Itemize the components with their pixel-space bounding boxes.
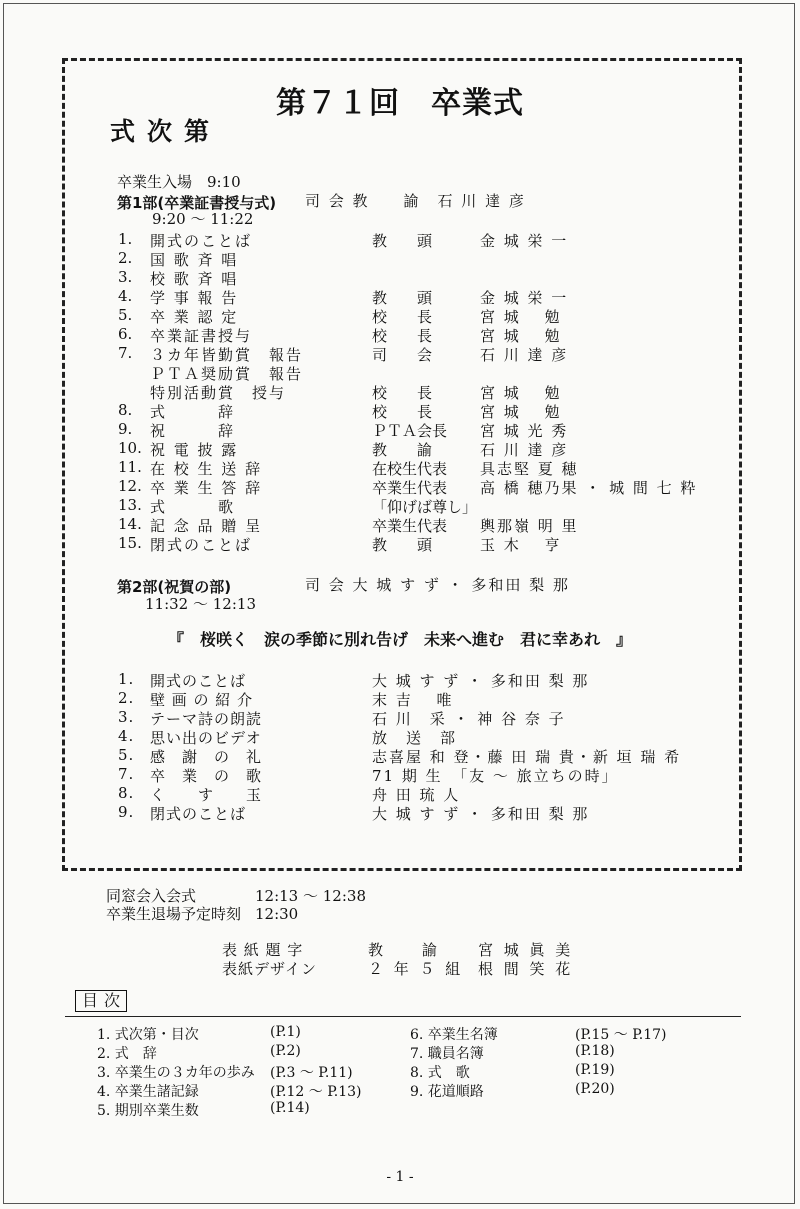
item-person: 金 城 栄 一 (480, 289, 569, 307)
item-role: 教 頭 (372, 289, 433, 307)
part1-item (0, 477, 800, 496)
item-name: 開式のことば (150, 672, 247, 690)
item-number: 5. (118, 746, 135, 764)
item-person: 宮 城 勉 (480, 327, 562, 345)
item-number: 13. (118, 496, 142, 514)
item-name: 卒 業 の 歌 (150, 767, 263, 785)
item-name: 感 謝 の 礼 (150, 748, 263, 766)
item-role: 校 長 (372, 308, 433, 326)
item-name: 式 歌 (150, 498, 236, 516)
item-name: 祝 電 披 露 (150, 441, 239, 459)
part1-item (0, 249, 800, 268)
toc-entry-page: (P.15 ～ P.17) (575, 1027, 667, 1043)
item-role: 卒業生代表 (372, 517, 448, 535)
toc-entry (410, 1081, 730, 1099)
item-number: 11. (118, 458, 142, 476)
item-number: 12. (118, 477, 142, 495)
item-person: 玉 木 亨 (480, 536, 562, 554)
toc-entry (97, 1024, 417, 1042)
item-person: 宮 城 勉 (480, 384, 562, 402)
item-name: 記 念 品 贈 呈 (150, 517, 263, 535)
part1-item (0, 496, 800, 515)
item-person: 末 吉 唯 (372, 691, 454, 709)
item-number: 14. (118, 515, 142, 533)
credit-title-label: 表 紙 題 字 (222, 941, 304, 959)
item-number: 3. (118, 708, 135, 726)
item-name: 学 事 報 告 (150, 289, 239, 307)
item-person: 輿那嶺 明 里 (480, 517, 579, 535)
item-number: 5. (118, 306, 133, 324)
credit-title-role: 教 諭 (368, 941, 441, 959)
item-number: 1. (118, 230, 133, 248)
part1-item (0, 344, 800, 363)
toc-entry-label: 6. 卒業生名簿 (410, 1027, 498, 1043)
toc-entry-page: (P.1) (270, 1024, 301, 1040)
item-name: 卒業証書授与 (150, 327, 253, 345)
exit-label: 卒業生退場予定時刻 (106, 905, 242, 923)
part2-item (0, 784, 800, 803)
part1-item (0, 325, 800, 344)
item-role: 校 長 (372, 403, 433, 421)
item-role: 教 頭 (372, 536, 433, 554)
item-number: 4. (118, 287, 133, 305)
part1-time: 9:20 ～ 11:22 (152, 210, 254, 228)
alumni-ceremony-time: 12:13 ～ 12:38 (255, 887, 366, 905)
item-number: 7. (118, 765, 135, 783)
part1-item (0, 458, 800, 477)
part1-item (0, 515, 800, 534)
item-person: 具志堅 夏 穂 (480, 460, 579, 478)
part2-host: 司 会 大 城 す ず ・ 多和田 梨 那 (305, 576, 570, 594)
toc-entry-label: 5. 期別卒業生数 (97, 1103, 199, 1119)
item-number: 8. (118, 784, 135, 802)
item-number: 2. (118, 249, 133, 267)
item-name: 卒 業 認 定 (150, 308, 239, 326)
part2-time: 11:32 ～ 12:13 (145, 595, 256, 613)
toc-entry-label: 8. 式 歌 (410, 1065, 470, 1081)
toc-entry-label: 1. 式次第・目次 (97, 1027, 199, 1043)
item-person: 石 川 達 彦 (480, 441, 569, 459)
toc-entry-label: 9. 花道順路 (410, 1084, 484, 1100)
item-role: 校 長 (372, 327, 433, 345)
part1-item (0, 534, 800, 553)
item-name: 思い出のビデオ (150, 729, 262, 747)
item-name: 特別活動賞 授与 (150, 384, 287, 402)
part1-item (0, 420, 800, 439)
part1-heading: 第1部(卒業証書授与式) (117, 194, 277, 212)
item-role: 在校生代表 (372, 460, 448, 478)
item-role: 教 頭 (372, 232, 433, 250)
credit-design-label: 表紙デザイン (222, 960, 317, 978)
part2-theme: 『 桜咲く 涙の季節に別れ告げ 未来へ進む 君に幸あれ 』 (167, 630, 632, 649)
item-number: 8. (118, 401, 133, 419)
part2-item (0, 708, 800, 727)
item-name: く す 玉 (150, 786, 263, 804)
item-name: 校 歌 斉 唱 (150, 270, 239, 288)
program-subtitle: 式次第 (110, 117, 222, 146)
part1-item (0, 382, 800, 401)
part1-item (0, 363, 800, 382)
item-person: 高 橋 穂乃果 ・ 城 間 七 粋 (480, 479, 698, 497)
toc-entry-label: 3. 卒業生の３カ年の歩み (97, 1065, 255, 1081)
toc-entry-page: (P.18) (575, 1043, 615, 1059)
credit-design-role: ２ 年 ５ 組 (368, 960, 464, 978)
toc-entry-page: (P.12 ～ P.13) (270, 1084, 362, 1100)
item-name: 式 辞 (150, 403, 236, 421)
part2-item (0, 689, 800, 708)
item-name: 開式のことば (150, 232, 253, 250)
item-person: 志喜屋 和 登・藤 田 瑞 貴・新 垣 瑞 希 (372, 748, 682, 766)
item-name: 壁 画 の 紹 介 (150, 691, 254, 709)
item-name: ３カ年皆勤賞 報告 (150, 346, 304, 364)
item-number: 15. (118, 534, 142, 552)
part2-item (0, 803, 800, 822)
item-person: 大 城 す ず ・ 多和田 梨 那 (372, 805, 590, 823)
credit-design-person: 根 間 笑 花 (478, 960, 574, 978)
item-name: 祝 辞 (150, 422, 236, 440)
page-number: - 1 - (386, 1169, 414, 1185)
toc-entry (97, 1081, 417, 1099)
item-person: 宮 城 光 秀 (480, 422, 569, 440)
toc-entry-page: (P.3 ～ P.11) (270, 1065, 353, 1081)
item-person: 石 川 達 彦 (480, 346, 569, 364)
page-title: 第７１回 卒業式 (276, 86, 524, 121)
part2-item (0, 746, 800, 765)
part1-item (0, 287, 800, 306)
toc-entry (410, 1062, 730, 1080)
item-number: 3. (118, 268, 133, 286)
item-person: 放 送 部 (372, 729, 458, 747)
part1-item (0, 401, 800, 420)
toc-divider (65, 1016, 741, 1017)
toc-entry (410, 1043, 730, 1061)
item-number: 9. (118, 803, 135, 821)
item-role: 司 会 (372, 346, 433, 364)
toc-entry-page: (P.20) (575, 1081, 615, 1097)
part2-heading: 第2部(祝賀の部) (117, 578, 232, 596)
item-person: 宮 城 勉 (480, 403, 562, 421)
item-name: 閉式のことば (150, 536, 253, 554)
item-number: 10. (118, 439, 142, 457)
item-person: 71 期 生 「友 ～ 旅立ちの時」 (372, 767, 619, 785)
toc-entry (410, 1024, 730, 1042)
item-person: 大 城 す ず ・ 多和田 梨 那 (372, 672, 590, 690)
item-role: 校 長 (372, 384, 433, 402)
item-number: 7. (118, 344, 133, 362)
item-role: ＰＴＡ会長 (372, 422, 448, 440)
item-number: 2. (118, 689, 135, 707)
toc-entry (97, 1043, 417, 1061)
toc-heading: 目次 (75, 990, 127, 1012)
toc-entry-page: (P.19) (575, 1062, 615, 1078)
entrance-time: 卒業生入場 9:10 (117, 173, 241, 191)
part1-host: 司 会 教 諭 石 川 達 彦 (305, 192, 526, 210)
part2-item (0, 727, 800, 746)
part1-item (0, 268, 800, 287)
toc-entry-label: 4. 卒業生諸記録 (97, 1084, 199, 1100)
item-name: 閉式のことば (150, 805, 247, 823)
item-person: 宮 城 勉 (480, 308, 562, 326)
item-number: 6. (118, 325, 133, 343)
item-number: 9. (118, 420, 133, 438)
toc-entry-label: 2. 式 辞 (97, 1046, 157, 1062)
exit-time: 12:30 (255, 905, 299, 923)
item-role: 「仰げば尊し」 (372, 498, 478, 516)
item-name: ＰＴＡ奨励賞 報告 (150, 365, 304, 383)
toc-entry (97, 1100, 417, 1118)
part1-item (0, 439, 800, 458)
toc-entry-page: (P.2) (270, 1043, 301, 1059)
toc-entry-label: 7. 職員名簿 (410, 1046, 484, 1062)
part1-item (0, 230, 800, 249)
item-name: 在 校 生 送 辞 (150, 460, 263, 478)
toc-entry-page: (P.14) (270, 1100, 310, 1116)
credit-title-person: 宮 城 眞 美 (478, 941, 574, 959)
item-person: 石 川 采 ・ 神 谷 奈 子 (372, 710, 566, 728)
part2-item (0, 765, 800, 784)
item-name: 卒 業 生 答 辞 (150, 479, 263, 497)
item-name: 国 歌 斉 唱 (150, 251, 239, 269)
item-person: 舟 田 琉 人 (372, 786, 461, 804)
item-number: 4. (118, 727, 135, 745)
alumni-ceremony-label: 同窓会入会式 (106, 887, 197, 905)
part1-item (0, 306, 800, 325)
item-role: 卒業生代表 (372, 479, 448, 497)
item-role: 教 諭 (372, 441, 433, 459)
toc-entry (97, 1062, 417, 1080)
item-name: テーマ詩の朗読 (150, 710, 263, 728)
item-person: 金 城 栄 一 (480, 232, 569, 250)
item-number: 1. (118, 670, 135, 688)
part2-item (0, 670, 800, 689)
